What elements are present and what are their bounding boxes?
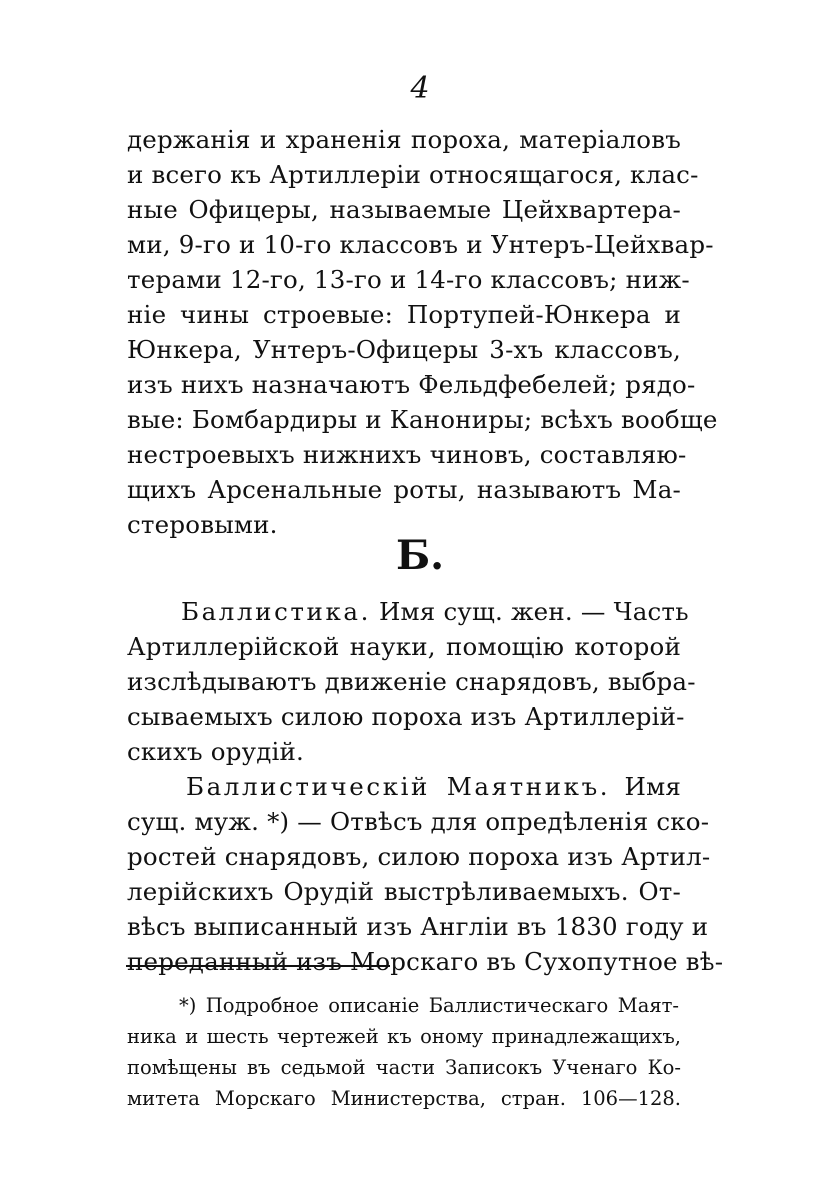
footnote-line: ника и шесть чертежей къ оному принадлежащихъ,	[127, 1025, 681, 1048]
text-line: переданный изъ Морскаго въ Сухопутное вѣ-	[127, 947, 724, 976]
footnote-divider	[126, 965, 390, 967]
text-line: ные Офицеры, называемые Цейхвартера-	[127, 195, 681, 224]
text-line: лерійскихъ Орудій выстрѣливаемыхъ. От-	[127, 877, 681, 906]
text-line: сущ. муж. *) — Отвѣсъ для опредѣленія ско-	[127, 807, 710, 836]
text-line: сываемыхъ силою пороха изъ Артиллерій-	[127, 702, 685, 731]
text-line: вѣсъ выписанный изъ Англіи въ 1830 году и	[127, 912, 709, 941]
page-number: 4	[410, 71, 430, 106]
text-line: Юнкера, Унтеръ-Офицеры 3-хъ классовъ,	[127, 335, 681, 364]
section-letter-heading: Б.	[395, 532, 445, 579]
text-line: изслѣдываютъ движеніе снарядовъ, выбра-	[127, 667, 696, 696]
text-line: ростей снарядовъ, силою пороха изъ Артил-	[127, 842, 711, 871]
footnote-line: *) Подробное описаніе Баллистическаго Маят-	[179, 994, 679, 1017]
footnote-line: митета Морскаго Министерства, стран. 106—128.	[127, 1087, 681, 1110]
text-line: держанія и храненія пороха, матеріаловъ	[127, 125, 681, 154]
text-line: нестроевыхъ нижнихъ чиновъ, составляю-	[127, 440, 687, 469]
text-line: Артиллерійской науки, помощію которой	[127, 632, 681, 661]
text-line: ніе чины строевые: Портупей-Юнкера и	[127, 300, 681, 329]
text-line: ми, 9-го и 10-го классовъ и Унтеръ-Цейхвар-	[127, 230, 714, 259]
text-line: щихъ Арсенальные роты, называютъ Ма-	[127, 475, 681, 504]
text-line: изъ нихъ назначаютъ Фельдфебелей; рядо-	[127, 370, 696, 399]
entry-term: Баллистика.	[181, 597, 371, 626]
entry-term: Баллистическій Маятникъ.	[186, 772, 611, 801]
entry-definition-start: Имя сущ. жен. — Часть	[378, 597, 689, 626]
entry-first-line	[181, 595, 689, 629]
text-line: вые: Бомбардиры и Канониры; всѣхъ вообще	[127, 405, 718, 434]
entry-first-line	[186, 770, 681, 804]
text-line: и всего къ Артиллеріи относящагося, клас-	[127, 160, 699, 189]
text-line: стеровыми.	[127, 510, 278, 539]
text-line: скихъ орудій.	[127, 737, 305, 766]
entry-definition-start: Имя	[624, 772, 681, 801]
footnote-line: помѣщены въ седьмой части Записокъ Ученаго Ко-	[127, 1056, 681, 1079]
text-line: терами 12-го, 13-го и 14-го классовъ; ниж-	[127, 265, 690, 294]
